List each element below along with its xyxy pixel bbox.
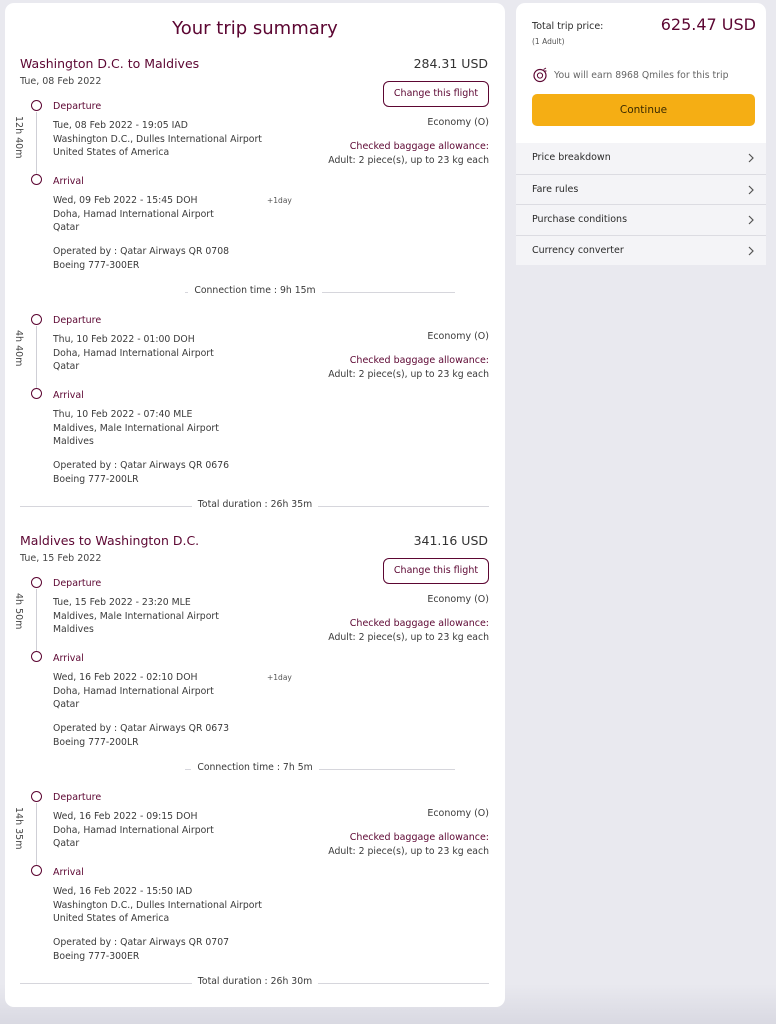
arrival-label: Arrival (53, 390, 84, 401)
departure-datetime: Tue, 15 Feb 2022 - 23:20 MLE (53, 597, 191, 608)
info-links (516, 143, 766, 265)
segment-price: 341.16 USD (413, 533, 488, 548)
chevron-right-icon (746, 185, 756, 195)
connection-time: Connection time : 9h 15m (5, 285, 505, 299)
arrival-country: United States of America (53, 913, 170, 924)
aircraft-type: Boeing 777-200LR (53, 474, 139, 485)
continue-button[interactable]: Continue (532, 94, 755, 126)
timeline-line (36, 589, 37, 653)
segment-title: Maldives to Washington D.C. (20, 533, 200, 548)
departure-airport: Washington D.C., Dulles International Airport (53, 133, 262, 145)
aircraft-type: Boeing 777-200LR (53, 737, 139, 748)
baggage-label: Checked baggage allowance: (349, 618, 489, 629)
arrival-country: Qatar (53, 699, 80, 710)
departure-country: Qatar (53, 838, 80, 849)
departure-airport: Doha, Hamad International Airport (53, 347, 214, 359)
timeline-line (36, 803, 37, 867)
arrival-airport: Washington D.C., Dulles International Airport (53, 899, 262, 911)
link-fare-rules[interactable]: Fare rules (516, 174, 766, 205)
aircraft-type: Boeing 777-300ER (53, 260, 140, 271)
leg-duration: 14h 35m (13, 807, 24, 850)
operated-by: Operated by : Qatar Airways QR 0708 (53, 246, 230, 257)
qmiles-icon (532, 67, 548, 83)
departure-label: Departure (53, 578, 102, 589)
segment-date: Tue, 15 Feb 2022 (20, 553, 102, 564)
arrival-datetime: Wed, 09 Feb 2022 - 15:45 DOH (53, 195, 198, 206)
arrival-country: Maldives (53, 436, 94, 447)
departure-country: Qatar (53, 361, 80, 372)
arrival-label: Arrival (53, 176, 84, 187)
arrival-marker-icon (31, 388, 42, 399)
total-price: 625.47 USD (660, 15, 756, 34)
arrival-datetime: Thu, 10 Feb 2022 - 07:40 MLE (53, 409, 193, 420)
qmiles-text: You will earn 8968 Qmiles for this trip (554, 69, 729, 81)
arrival-country: Qatar (53, 222, 80, 233)
departure-label: Departure (53, 315, 102, 326)
leg-duration: 12h 40m (13, 116, 24, 159)
cabin-class: Economy (O) (427, 808, 489, 819)
baggage-label: Checked baggage allowance: (349, 141, 489, 152)
departure-datetime: Tue, 08 Feb 2022 - 19:05 IAD (53, 120, 188, 131)
departure-airport: Doha, Hamad International Airport (53, 824, 214, 836)
plus-day-badge: +1day (267, 196, 292, 205)
link-purchase-conditions[interactable]: Purchase conditions (516, 204, 766, 235)
total-price-label: Total trip price: (532, 21, 604, 32)
arrival-datetime: Wed, 16 Feb 2022 - 15:50 IAD (53, 886, 193, 897)
change-flight-button[interactable]: Change this flight (383, 81, 489, 107)
departure-label: Departure (53, 792, 102, 803)
cabin-class: Economy (O) (427, 117, 489, 128)
departure-marker-icon (31, 791, 42, 802)
cabin-class: Economy (O) (427, 331, 489, 342)
total-duration: Total duration : 26h 35m (5, 499, 505, 513)
baggage-detail: Adult: 2 piece(s), up to 23 kg each (328, 155, 489, 166)
trip-summary-card (5, 3, 505, 1007)
baggage-detail: Adult: 2 piece(s), up to 23 kg each (328, 369, 489, 380)
operated-by: Operated by : Qatar Airways QR 0707 (53, 937, 230, 948)
arrival-marker-icon (31, 651, 42, 662)
departure-marker-icon (31, 577, 42, 588)
arrival-datetime: Wed, 16 Feb 2022 - 02:10 DOH (53, 672, 198, 683)
chevron-right-icon (746, 246, 756, 256)
operated-by: Operated by : Qatar Airways QR 0676 (53, 460, 230, 471)
baggage-label: Checked baggage allowance: (349, 355, 489, 366)
arrival-marker-icon (31, 174, 42, 185)
departure-datetime: Thu, 10 Feb 2022 - 01:00 DOH (53, 334, 195, 345)
departure-country: United States of America (53, 147, 170, 158)
passenger-count: (1 Adult) (532, 37, 565, 46)
arrival-marker-icon (31, 865, 42, 876)
total-duration: Total duration : 26h 30m (5, 976, 505, 990)
departure-marker-icon (31, 314, 42, 325)
link-currency-converter[interactable]: Currency converter (516, 235, 766, 266)
arrival-airport: Maldives, Male International Airport (53, 422, 219, 434)
aircraft-type: Boeing 777-300ER (53, 951, 140, 962)
price-panel (516, 3, 766, 143)
cabin-class: Economy (O) (427, 594, 489, 605)
page-title: Your trip summary (172, 18, 338, 39)
timeline-line (36, 112, 37, 176)
arrival-label: Arrival (53, 867, 84, 878)
link-price-breakdown[interactable]: Price breakdown (516, 143, 766, 174)
departure-airport: Maldives, Male International Airport (53, 610, 219, 622)
baggage-label: Checked baggage allowance: (349, 832, 489, 843)
baggage-detail: Adult: 2 piece(s), up to 23 kg each (328, 632, 489, 643)
baggage-detail: Adult: 2 piece(s), up to 23 kg each (328, 846, 489, 857)
segment-price: 284.31 USD (413, 56, 488, 71)
timeline-line (36, 326, 37, 390)
segment-title: Washington D.C. to Maldives (20, 56, 200, 71)
leg-duration: 4h 50m (13, 593, 24, 630)
departure-datetime: Wed, 16 Feb 2022 - 09:15 DOH (53, 811, 198, 822)
qmiles-note (532, 67, 729, 83)
change-flight-button[interactable]: Change this flight (383, 558, 489, 584)
departure-country: Maldives (53, 624, 94, 635)
chevron-right-icon (746, 153, 756, 163)
operated-by: Operated by : Qatar Airways QR 0673 (53, 723, 230, 734)
leg-duration: 4h 40m (13, 330, 24, 367)
departure-label: Departure (53, 101, 102, 112)
segment-date: Tue, 08 Feb 2022 (20, 76, 102, 87)
arrival-airport: Doha, Hamad International Airport (53, 685, 214, 697)
arrival-label: Arrival (53, 653, 84, 664)
arrival-airport: Doha, Hamad International Airport (53, 208, 214, 220)
plus-day-badge: +1day (267, 673, 292, 682)
chevron-right-icon (746, 215, 756, 225)
departure-marker-icon (31, 100, 42, 111)
connection-time: Connection time : 7h 5m (5, 762, 505, 776)
